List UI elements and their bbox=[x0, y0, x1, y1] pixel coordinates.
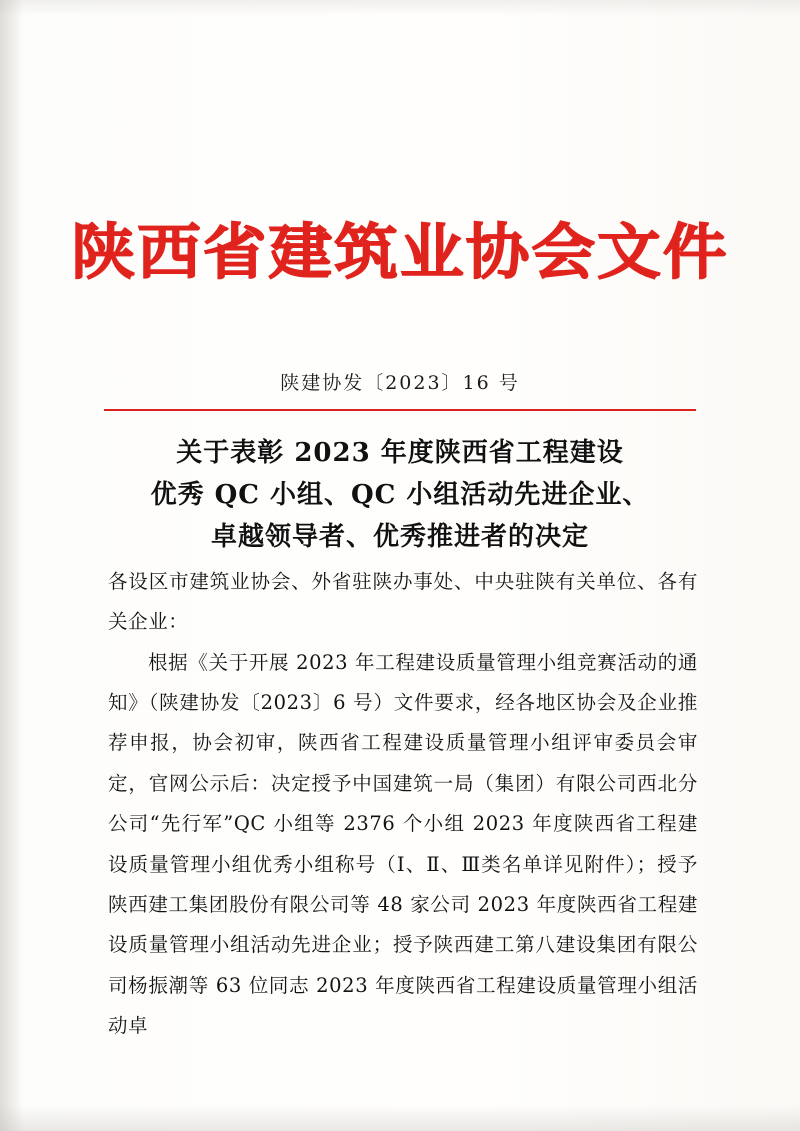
salutation-paragraph: 各设区市建筑业协会、外省驻陕办事处、中央驻陕有关单位、各有关企业： bbox=[108, 570, 698, 634]
document-number: 陕建协发〔2023〕16 号 bbox=[280, 372, 520, 394]
body-paragraph: 根据《关于开展 2023 年工程建设质量管理小组竞赛活动的通知》（陕建协发〔2023〕6 号）文件要求，经各地区协会及企业推荐申报，协会初审，陕西省工程建设质量管理小组评审委员会审定，官网公示后：决定授予中国建筑一局（集团）有限公司西北分公司“先行军”QC 小组等 2376 个小组 2023 年度陕西省工程建设质量管理小组优秀小组称号（Ⅰ、Ⅱ、Ⅲ类名单详见附件）；授予陕西建工集团股份有限公司等 48 家公司 2023 年度陕西省工程建设质量管理小组活动先进企业；授予陕西建工第八建设集团有限公司杨振潮等 63 位同志 2023 年度陕西省工程建设质量管理小组活动卓 bbox=[108, 650, 698, 1037]
title-line-2: 优秀 QC 小组、QC 小组活动先进企业、 bbox=[150, 480, 650, 511]
masthead bbox=[0, 218, 800, 288]
document-title bbox=[104, 432, 696, 558]
title-line-3: 卓越领导者、优秀推进者的决定 bbox=[210, 522, 589, 553]
document-body bbox=[108, 562, 698, 1046]
title-line-1: 关于表彰 2023 年度陕西省工程建设 bbox=[176, 438, 624, 468]
red-divider-rule bbox=[104, 409, 696, 411]
masthead-title: 陕西省建筑业协会文件 bbox=[71, 218, 729, 288]
